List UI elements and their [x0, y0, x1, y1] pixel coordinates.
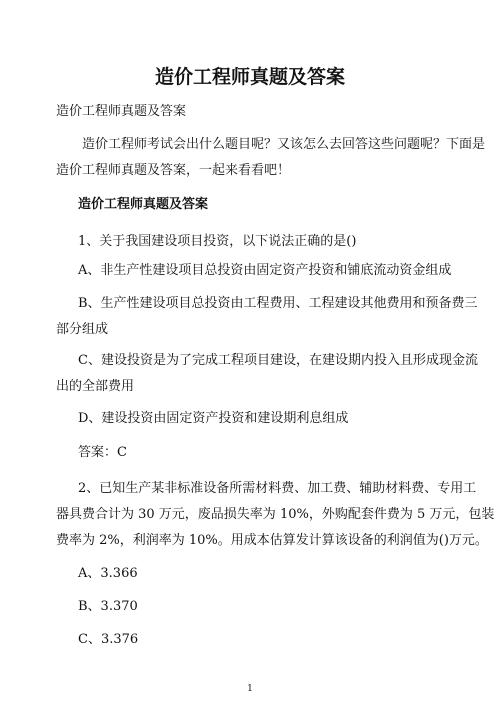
question-1-option-d: D、建设投资由固定资产投资和建设期利息组成	[78, 411, 349, 426]
option-c-line-2: 出的全部费用	[56, 379, 135, 394]
intro-paragraph	[56, 132, 486, 184]
question-2-option-b: B、3.370	[78, 599, 138, 614]
question-2-line-1: 2、已知生产某非标准设备所需材料费、加工费、辅助材料费、专用工	[78, 481, 477, 496]
page-number: 1	[247, 684, 253, 694]
question-2-line-3: 费率为 2%，利润率为 10%。用成本估算发计算该设备的利润值为()万元。	[56, 533, 488, 548]
intro-line-1: 造价工程师考试会出什么题目呢？又该怎么去回答这些问题呢？下面是	[56, 137, 486, 152]
question-1-stem: 1、关于我国建设项目投资，以下说法正确的是()	[78, 234, 357, 249]
section-heading: 造价工程师真题及答案	[78, 197, 209, 212]
document-subtitle: 造价工程师真题及答案	[56, 104, 187, 119]
option-c-line-1: C、建设投资是为了完成工程项目建设，在建设期内投入且形成现金流	[78, 353, 478, 368]
option-b-line-2: 部分组成	[56, 322, 109, 337]
option-b-line-1: B、生产性建设项目总投资由工程费用、工程建设其他费用和预备费三	[78, 296, 478, 311]
question-1-option-a: A、非生产性建设项目总投资由固定资产投资和铺底流动资金组成	[78, 263, 452, 278]
question-2-line-2: 器具费合计为 30 万元，废品损失率为 10%，外购配套件费为 5 万元，包装	[56, 507, 495, 522]
question-1-option-b	[56, 291, 478, 343]
question-2-option-a: A、3.366	[78, 566, 138, 581]
question-1-option-c	[56, 348, 478, 400]
question-1-answer: 答案：C	[78, 445, 127, 460]
question-2-option-c: C、3.376	[78, 632, 139, 647]
question-2-stem	[56, 476, 495, 554]
intro-line-2: 造价工程师真题及答案，一起来看看吧！	[56, 163, 291, 178]
document-title: 造价工程师真题及答案	[154, 66, 345, 88]
